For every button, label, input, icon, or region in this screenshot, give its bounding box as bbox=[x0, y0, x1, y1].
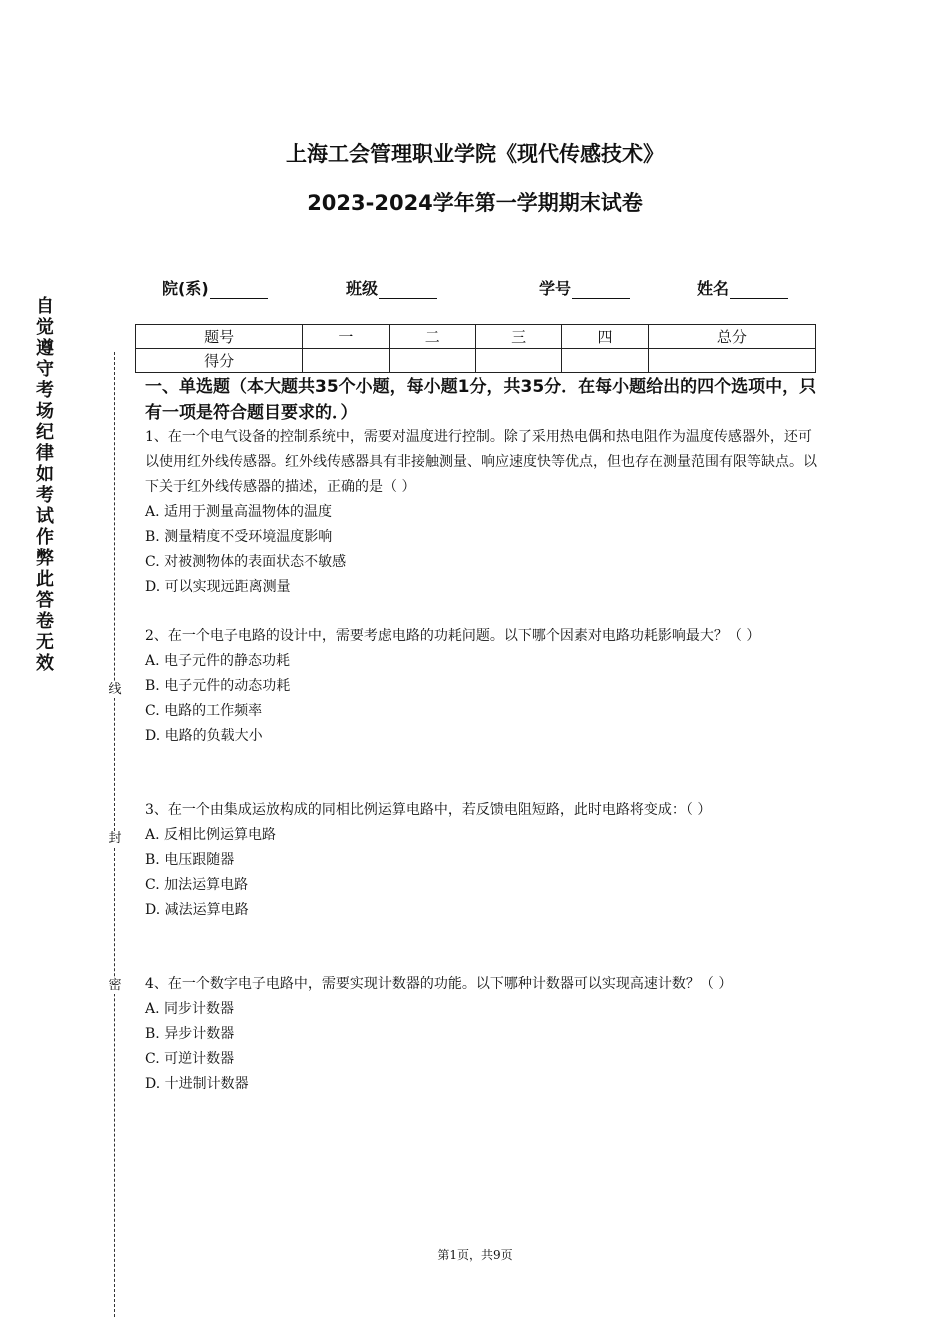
option-b[interactable]: B. 测量精度不受环境温度影响 bbox=[145, 529, 333, 545]
class-field bbox=[346, 276, 437, 299]
exam-title: 上海工会管理职业学院《现代传感技术》 bbox=[286, 142, 664, 166]
option-d[interactable]: D. 电路的负载大小 bbox=[145, 728, 263, 744]
student-id-blank[interactable] bbox=[572, 282, 630, 299]
option-b[interactable]: B. 电压跟随器 bbox=[145, 852, 235, 868]
option-c[interactable]: C. 加法运算电路 bbox=[145, 877, 249, 893]
option-d[interactable]: D. 十进制计数器 bbox=[145, 1076, 249, 1092]
student-id-field bbox=[539, 276, 630, 299]
section-title: 一、单选题（本大题共35个小题，每小题1分，共35分．在每小题给出的四个选项中，只有一项是符合题目要求的．） bbox=[145, 377, 817, 423]
score-cell[interactable] bbox=[303, 349, 389, 373]
score-table bbox=[135, 324, 816, 373]
option-a[interactable]: A. 同步计数器 bbox=[145, 1001, 235, 1017]
question-stem: 4、在一个数字电子电路中，需要实现计数器的功能。以下哪种计数器可以实现高速计数？（ ） bbox=[145, 976, 733, 992]
option-a[interactable]: A. 适用于测量高温物体的温度 bbox=[145, 504, 333, 520]
name-blank[interactable] bbox=[730, 282, 788, 299]
question-stem: 3、在一个由集成运放构成的同相比例运算电路中，若反馈电阻短路，此时电路将变成：（ ） bbox=[145, 802, 712, 818]
option-c[interactable]: C. 对被测物体的表面状态不敏感 bbox=[145, 554, 347, 570]
class-label: 班级 bbox=[346, 279, 379, 298]
dept-field bbox=[162, 276, 268, 299]
question-4 bbox=[145, 972, 820, 1097]
score-table-score-row bbox=[136, 349, 816, 373]
score-header-cell: 一 bbox=[303, 325, 389, 349]
binding-mark-line: 线 bbox=[105, 682, 125, 698]
option-d[interactable]: D. 可以实现远距离测量 bbox=[145, 579, 291, 595]
option-b[interactable]: B. 异步计数器 bbox=[145, 1026, 235, 1042]
score-header-cell: 二 bbox=[389, 325, 475, 349]
score-header-cell: 三 bbox=[475, 325, 561, 349]
student-id-label: 学号 bbox=[539, 279, 572, 298]
side-notice: 自觉遵守考场纪律如考试作弊此答卷无效 bbox=[36, 296, 54, 674]
score-table-header-row bbox=[136, 325, 816, 349]
score-header-cell: 题号 bbox=[136, 325, 303, 349]
question-2 bbox=[145, 624, 820, 749]
score-cell[interactable] bbox=[389, 349, 475, 373]
score-row-label: 得分 bbox=[136, 349, 303, 373]
score-cell[interactable] bbox=[562, 349, 648, 373]
option-c[interactable]: C. 电路的工作频率 bbox=[145, 703, 263, 719]
option-d[interactable]: D. 减法运算电路 bbox=[145, 902, 249, 918]
score-header-cell: 总分 bbox=[648, 325, 815, 349]
name-label: 姓名 bbox=[697, 279, 730, 298]
score-cell[interactable] bbox=[475, 349, 561, 373]
option-c[interactable]: C. 可逆计数器 bbox=[145, 1051, 235, 1067]
score-header-cell: 四 bbox=[562, 325, 648, 349]
dept-blank[interactable] bbox=[210, 282, 268, 299]
exam-subtitle: 2023-2024学年第一学期期末试卷 bbox=[307, 191, 643, 215]
option-b[interactable]: B. 电子元件的动态功耗 bbox=[145, 678, 291, 694]
question-stem: 1、在一个电气设备的控制系统中，需要对温度进行控制。除了采用热电偶和热电阻作为温度传感器外，还可以使用红外线传感器。红外线传感器具有非接触测量、响应速度快等优点，但也存在测量范围有限等缺点。以下关于红外线传感器的描述，正确的是（ ） bbox=[145, 429, 817, 495]
option-a[interactable]: A. 反相比例运算电路 bbox=[145, 827, 277, 843]
question-stem: 2、在一个电子电路的设计中，需要考虑电路的功耗问题。以下哪个因素对电路功耗影响最大？（ ） bbox=[145, 628, 761, 644]
question-1 bbox=[145, 425, 820, 600]
option-a[interactable]: A. 电子元件的静态功耗 bbox=[145, 653, 291, 669]
score-cell[interactable] bbox=[648, 349, 815, 373]
binding-mark-seal: 封 bbox=[105, 831, 125, 847]
class-blank[interactable] bbox=[379, 282, 437, 299]
question-3 bbox=[145, 798, 820, 923]
binding-mark-close: 密 bbox=[105, 978, 125, 994]
dept-label: 院(系) bbox=[162, 279, 209, 298]
name-field bbox=[697, 276, 788, 299]
page-number: 第1页，共9页 bbox=[437, 1248, 513, 1262]
